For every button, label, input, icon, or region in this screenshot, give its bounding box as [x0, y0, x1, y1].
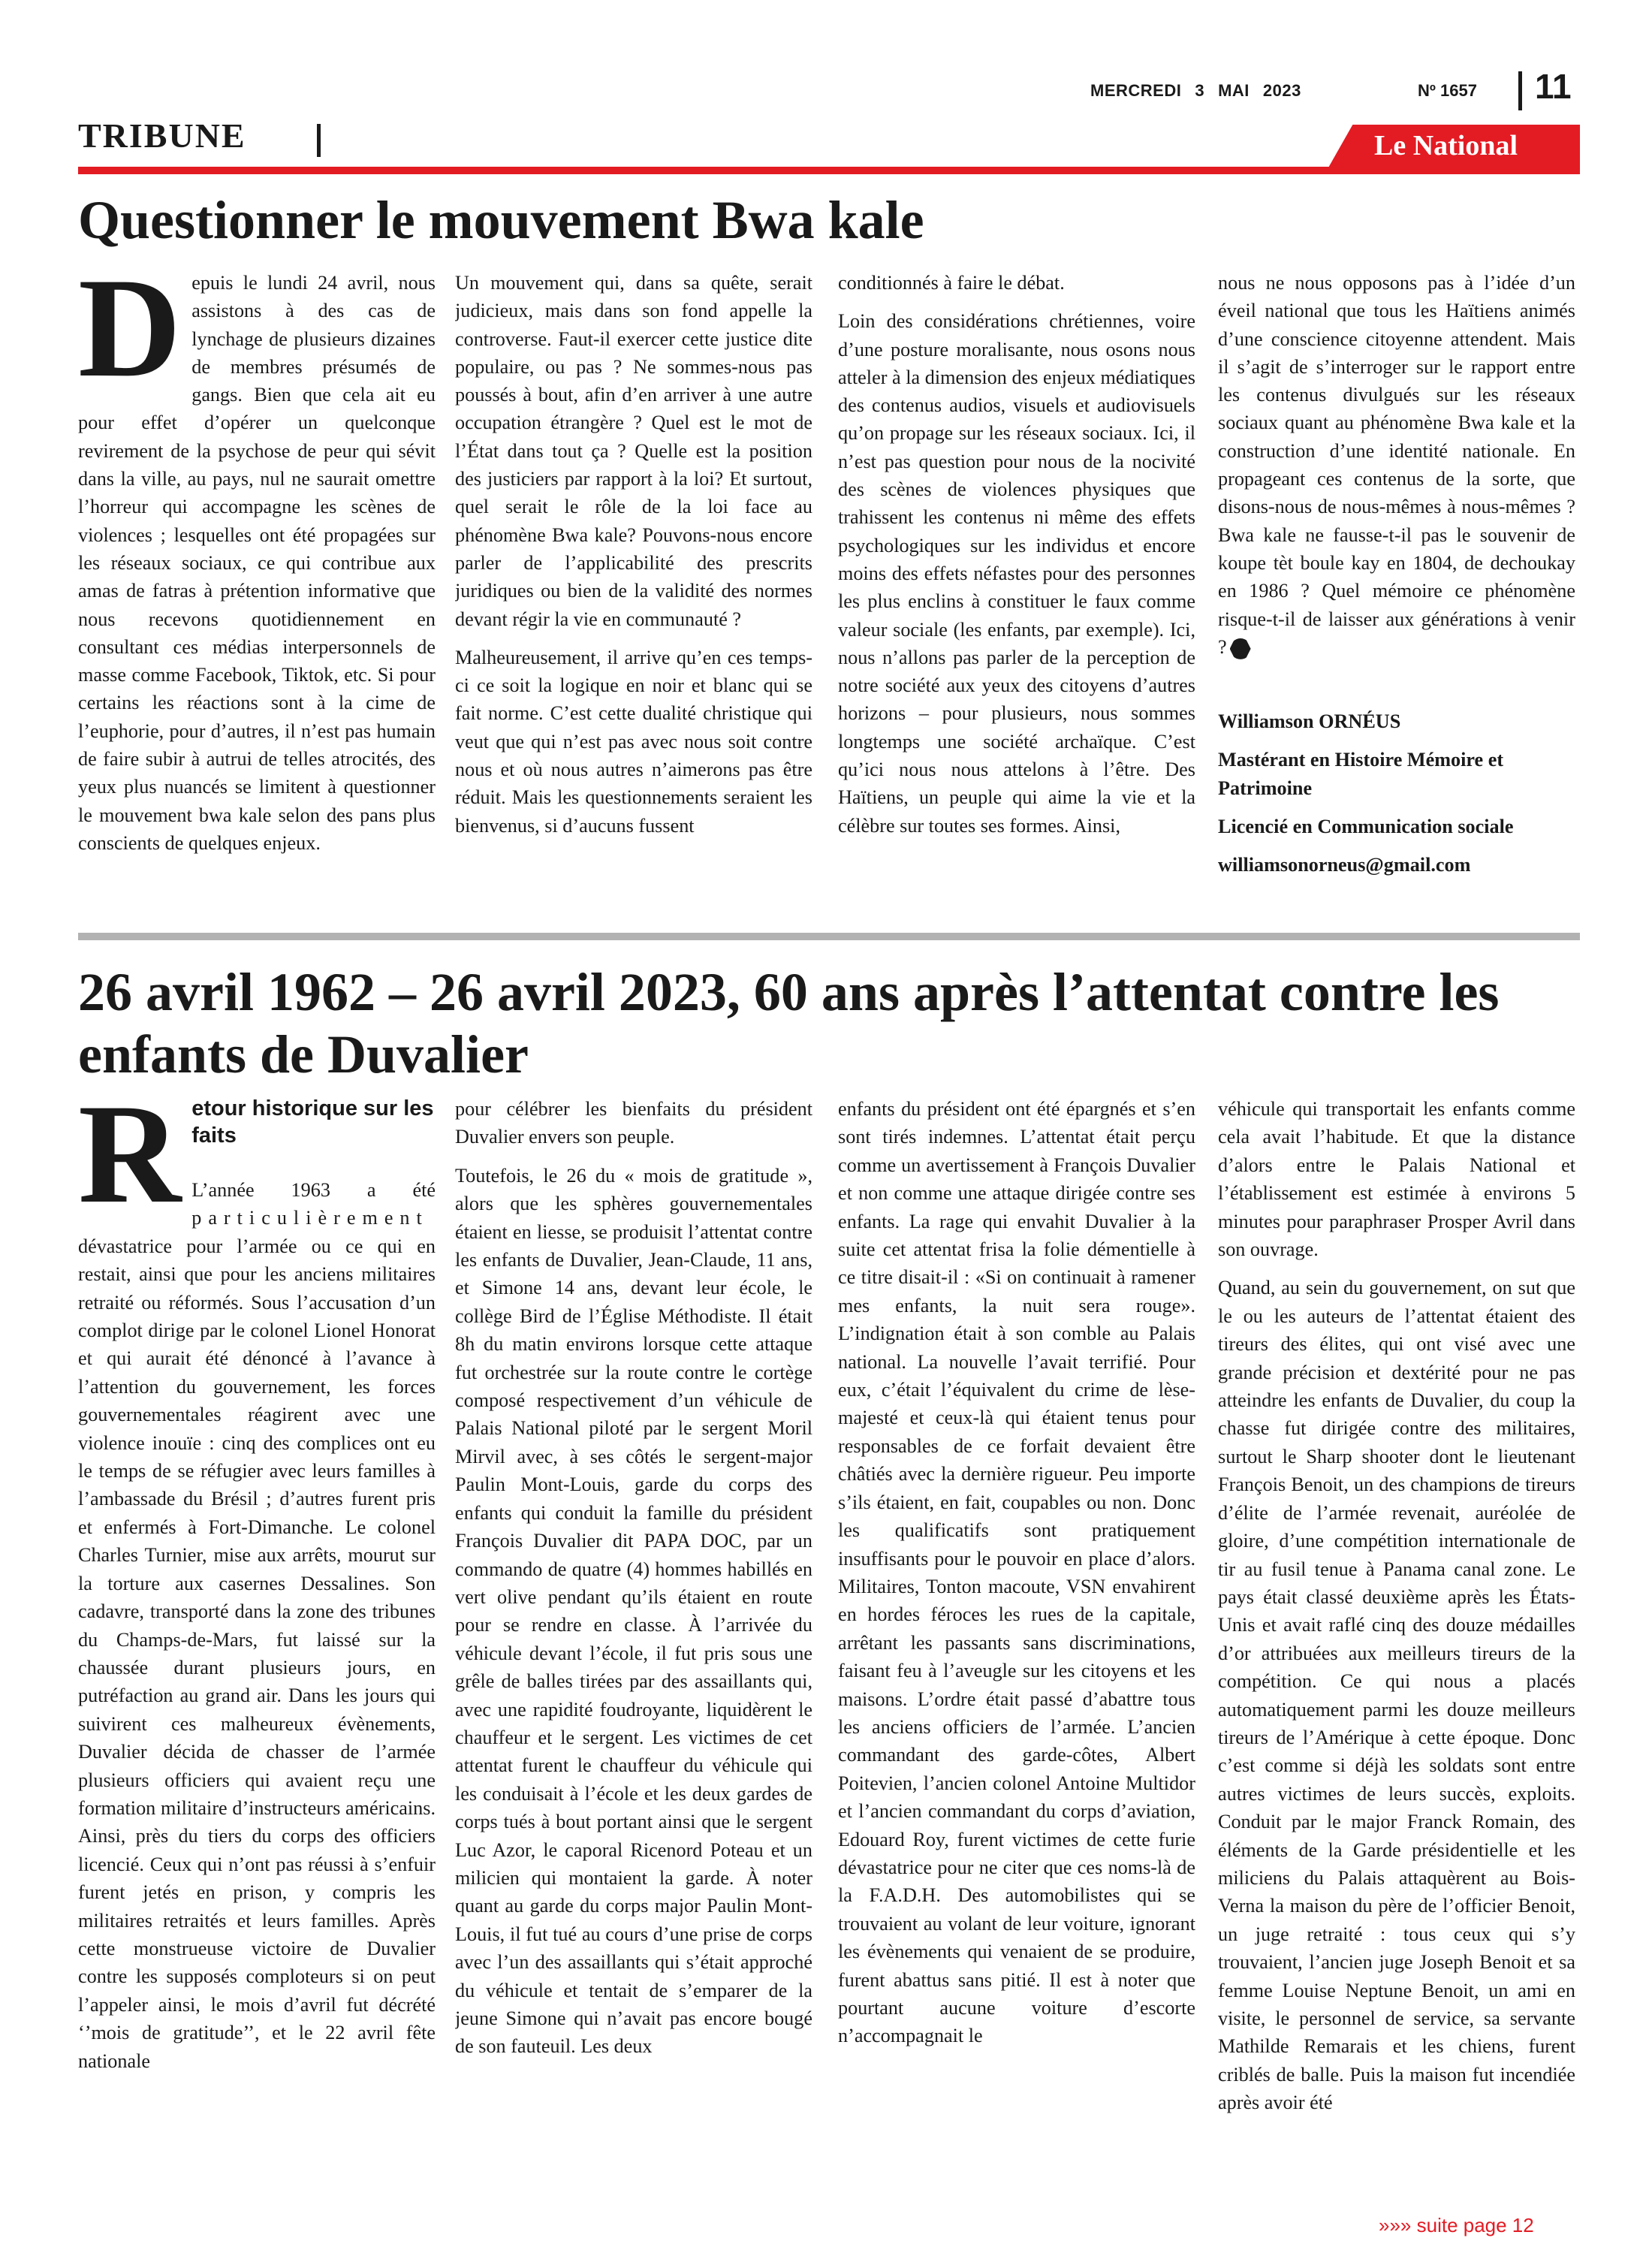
header-divider — [1518, 71, 1522, 110]
article2-subhead: etour historique sur les faits — [191, 1096, 434, 1148]
article1-column-3 — [838, 269, 1195, 915]
issue-number: Nº 1657 — [1418, 81, 1477, 100]
author-email: williamsonorneus@gmail.com — [1218, 854, 1471, 876]
article2-paragraph: enfants du président ont été épargnés et s’en sont tirés indemnes. L’attentat était perçu comme un avertissement à François Duvalier et non comme une attaque dirigée contre ses enfants. La rage qui envahit Duvalier à la suite cet attentat frisa la folie démentielle à ce titre disait-il : «Si on continuait à ramener mes enfants, la nuit sera rouge». L’indignation était à son comble au Palais national. La nouvelle l’avait terrifié. Pour eux, c’était l’équivalent du crime de lèse-majesté et ceux-là qui étaient tenus pour responsables de ce forfait devaient être châtiés avec la dernière rigueur. Peu importe s’ils étaient, en fait, coupables ou non. Donc les qualificatifs sont pratiquement insuffisants pour le pouvoir en place d’alors. Militaires, Tonton macoute, VSN envahirent en hordes féroces les rues de la capitale, arrêtant les passants sans discriminations, faisant feu à l’aveugle sur les citoyens et les maisons. L’ordre était passé d’abattre tous les anciens officiers de l’armée. L’ancien commandant des garde-côtes, Albert Poitevien, l’ancien colonel Antoine Multidor et l’ancien commandant du corps d’aviation, Edouard Roy, furent victimes de cette furie dévastatrice pour ne citer que ces noms-là de la F.A.D.H. Des automobilistes qui se trouvaient au volant de leur voiture, ignorant les évènements qui venaient de se produire, furent abattus sans pitié. Il est à noter que pourtant aucune voiture d’escorte n’accompagnait le — [838, 1098, 1195, 2047]
article2-column-2 — [455, 1095, 812, 2139]
section-divider — [317, 124, 321, 157]
article1-text: nous ne nous opposons pas à l’idée d’un éveil national que tous les Haïtiens animés d’une conscience citoyenne attendent. Mais il s’agit de s’interroger sur le rapport entre les contenus divulgués sur les réseaux sociaux quant au phénomène Bwa kale et la construction d’une identité nationale. En propageant ces contenus de la sorte, que disons-nous de nous-mêmes à nous-mêmes ? Bwa kale ne fausse-t-il pas le souvenir de koupe tèt boule kay en 1804, de dechoukay en 1986 ? Quel mémoire ce phénomène risque-t-il de laisser aux générations à venir ? — [1218, 272, 1575, 658]
signature-spacer — [1218, 671, 1575, 707]
article2-dropcap: R — [78, 1095, 182, 1233]
date-number: 3 — [1195, 81, 1205, 100]
article2-paragraph: pour célébrer les bienfaits du président Duvalier envers son peuple. — [455, 1098, 812, 1148]
article1-text: epuis le lundi 24 avril, nous assistons à des cas de lynchage de plusieurs dizaines de membres présumés de gangs. Bien que cela ait eu pour effet d’opérer un quelconque revirement de la psychose de peur qui sévit dans la ville, au pays, nul ne saurait omettre l’horreur qui accompagne les scènes de violences ; lesquelles ont été propagées sur les réseaux sociaux, ce qui contribue aux amas de fatras à prétention informative que nous recevons quotidiennement en consultant ces médias interpersonnels de masse comme Facebook, Tiktok, etc. Si pour certains les réactions sont à la cime de l’euphorie, pour d’autres, il n’est pas humain de faire subir à autrui de telles atrocités, des yeux plus nuancés se limitent à questionner le mouvement bwa kale selon des pans plus conscients de quelques enjeux. — [78, 272, 436, 854]
author-name: Williamson ORNÉUS — [1218, 710, 1401, 733]
article2-paragraph: véhicule qui transportait les enfants comme cela avait l’habitude. Et que la distance d’alors entre le Palais National et l’établissement est estimée à environs 5 minutes pour paraphraser Prosper Avril dans son ouvrage. — [1218, 1098, 1575, 1261]
end-of-article-icon — [1230, 638, 1251, 659]
brand-name: Le National — [1374, 130, 1518, 161]
continued-link[interactable]: »»» suite page 12 — [1379, 2214, 1534, 2236]
article2-column-3 — [838, 1095, 1195, 2139]
article2-title: 26 avril 1962 – 26 avril 2023, 60 ans après l’attentat contre les enfants de Duvalier — [78, 962, 1500, 1084]
author-degree: Licencié en Communication sociale — [1218, 816, 1514, 838]
article2-paragraph — [78, 1176, 436, 2075]
article1-column-2 — [455, 269, 812, 915]
article1-column-4 — [1218, 269, 1575, 915]
article1-dropcap: D — [78, 269, 182, 407]
article1-column-1 — [78, 269, 436, 915]
article2-column-4 — [1218, 1095, 1575, 2139]
article1-paragraph — [1218, 269, 1575, 661]
article1-title: Questionner le mouvement Bwa kale — [78, 190, 924, 250]
article2-column-1 — [78, 1095, 436, 2139]
article2-paragraph: Quand, au sein du gouvernement, on sut que le ou les auteurs de l’attentat étaient des tireurs des élites, qui ont visé avec une grande précision et dextérité pour ne pas atteindre les enfants de Duvalier, du coup la chasse fut dirigée contre des militaires, surtout le Sharp shooter dont le lieutenant François Benoit, un des champions de tireurs d’élite de l’armée revenait, auréolée de gloire, d’une compétition internationale de tir au fusil tenue à Panama canal zone. Le pays était classé deuxième après les États-Unis et avait raflé cinq des douze médailles d’or attribuées aux meilleurs tireurs de la compétition. Ce qui nous a placés automatiquement parmi les douze meilleurs tireurs de l’Amérique à cette époque. Donc c’est comme si déjà les soldats sont entre autres victimes de leurs succès, exploits. Conduit par le major Franck Romain, des éléments de la Garde présidentielle et les miliciens du Palais attaquèrent au Bois-Verna la maison du père de l’officier Benoit, un juge retraité : tous ceux qui s’y trouvaient, l’ancien juge Joseph Benoit et sa femme Louise Neptune Benoit, un ami en visite, le personnel de service, sa servante Mathilde Remarais et les chiens, furent criblés de balle. Puis la maison fut incendiée après avoir été — [1218, 1277, 1575, 2114]
page-number: 11 — [1535, 67, 1572, 106]
author-title: Mastérant en Histoire Mémoire et Patrimoine — [1218, 749, 1504, 799]
article2-paragraph: Toutefois, le 26 du « mois de gratitude », alors que les sphères gouvernementales étaient en liesse, se produisit l’attentat contre les enfants de Duvalier, Jean-Claude, 11 ans, et Simone 14 ans, devant leur école, le collège Bird de l’Église Méthodiste. Il était 8h du matin environs lorsque cette attaque fut orchestrée sur la route contre le cortège composé respectivement d’un véhicule de Palais National piloté par le sergent Moril Mirvil avec, à ses côtés le sergent-major Paulin Mont-Louis, garde du corps des enfants qui conduit la famille du président François Duvalier dit PAPA DOC, par un commando de quatre (4) hommes habillés en vert olive pendant qu’ils étaient en route pour se rendre en classe. À l’arrivée du véhicule devant l’école, il fut pris sous une grêle de balles tirées par des assaillants qui, avec une rapidité foudroyante, liquidèrent le chauffeur et le sergent. Les victimes de cet attentat furent le chauffeur du véhicule qui les conduisait à l’école et les deux gardes de corps tués à bout portant ainsi que le sergent Luc Azor, le caporal Ricenord Poteau et un milicien qui montaient la garde. À noter quant au garde du corps major Paulin Mont-Louis, il fut tué au cours d’une prise de corps avec l’un des assaillants qui s’était approché du véhicule et tentait de s’emparer de la jeune Simone qui n’avait pas encore bougé de son fauteuil. Les deux — [455, 1164, 812, 2058]
article1-paragraph: Un mouvement qui, dans sa quête, serait judicieux, mais dans son fond appelle la controverse. Faut-il exercer cette justice dite populaire, ou pas ? Ne sommes-nous pas poussés à bout, afin d’en arriver à une autre occupation étrangère ? Quel est le mot de l’État dans tout ça ? Quelle est la position des justiciers par rapport à la loi? Et surtout, quel serait le rôle de la loi face au phénomène Bwa kale? Pouvons-nous encore parler de l’applicabilité des prescrits juridiques ou bien de la validité des normes devant régir la vie en communauté ? — [455, 272, 812, 630]
article1-paragraph: Malheureusement, il arrive qu’en ces temps-ci ce soit la logique en noir et blanc qui se fait norme. C’est cette dualité christique qui veut que qui n’est pas avec nous soit contre nous et où nous autres n’aimerons pas être réduit. Mais les questionnements seraient les bienvenus, si d’aucuns fussent — [455, 646, 812, 837]
article1-paragraph: conditionnés à faire le débat. — [838, 272, 1065, 294]
article2-text: particulièrement — [191, 1207, 429, 1229]
article1-paragraph — [78, 269, 436, 857]
section-title: TRIBUNE — [78, 116, 246, 155]
article-separator — [78, 933, 1580, 940]
date-year: 2023 — [1262, 81, 1301, 100]
article2-text: dévastatrice pour l’armée ou ce qui en restait, ainsi que pour les anciens militaires retraité ou réformés. Sous l’accusation d’un complot dirige par le colonel Lionel Honorat et qui aurait été dénoncé à l’avance à l’attention du gouvernement, les forces gouvernementales réagirent avec une violence inouïe : cinq des complices ont eu le temps de se réfugier avec leurs familles à l’ambassade du Brésil ; d’autres furent pris et enfermés à Fort-Dimanche. Le colonel Charles Turnier, mise aux arrêts, mourut sur la torture aux casernes Dessalines. Son cadavre, transporté dans la zone des tribunes du Champs-de-Mars, fut laissé sur la chaussée durant plusieurs jours, en putréfaction au grand air. Dans les jours qui suivirent ces malheureux évènements, Duvalier décida de chasser de l’armée plusieurs officiers qui avaient reçu une formation militaire d’instructeurs américains. Ainsi, près du tiers du corps des officiers licencié. Ceux qui n’ont pas réussi à s’enfuir furent jetés en prison, y compris les militaires retraités et leurs familles. Après cette monstrueuse victoire de Duvalier contre les supposés comploteurs si on peut l’appeler ainsi, le mois d’avril fut décrété ‘’mois de gratitude’’, et le 22 avril fête nationale — [78, 1235, 436, 2072]
article2-text: L’année 1963 a été — [191, 1179, 436, 1201]
issue-date — [1090, 81, 1315, 101]
date-day: MERCREDI — [1090, 81, 1182, 100]
date-month: MAI — [1218, 81, 1250, 100]
article1-paragraph: Loin des considérations chrétiennes, voire d’une posture moralisante, nous osons nous atteler à la dimension des enjeux médiatiques des contenus audios, visuels et audiovisuels qu’on propage sur les réseaux sociaux. Ici, il n’est pas question pour nous de la nocivité des scènes de violences physiques que trahissent les contenus ni même des effets psychologiques sur les individus et encore moins des effets néfastes pour des personnes les plus enclins à constituer le faux comme valeur sociale (les enfants, par exemple). Ici, nous n’allons pas parler de la perception de notre société aux yeux des citoyens d’autres horizons – pour plusieurs, nous sommes longtemps une société archaïque. C’est qu’ici nous nous attelons à l’être. Des Haïtiens, un peuple qui aime la vie et la célèbre sur toutes ses formes. Ainsi, — [838, 310, 1195, 837]
